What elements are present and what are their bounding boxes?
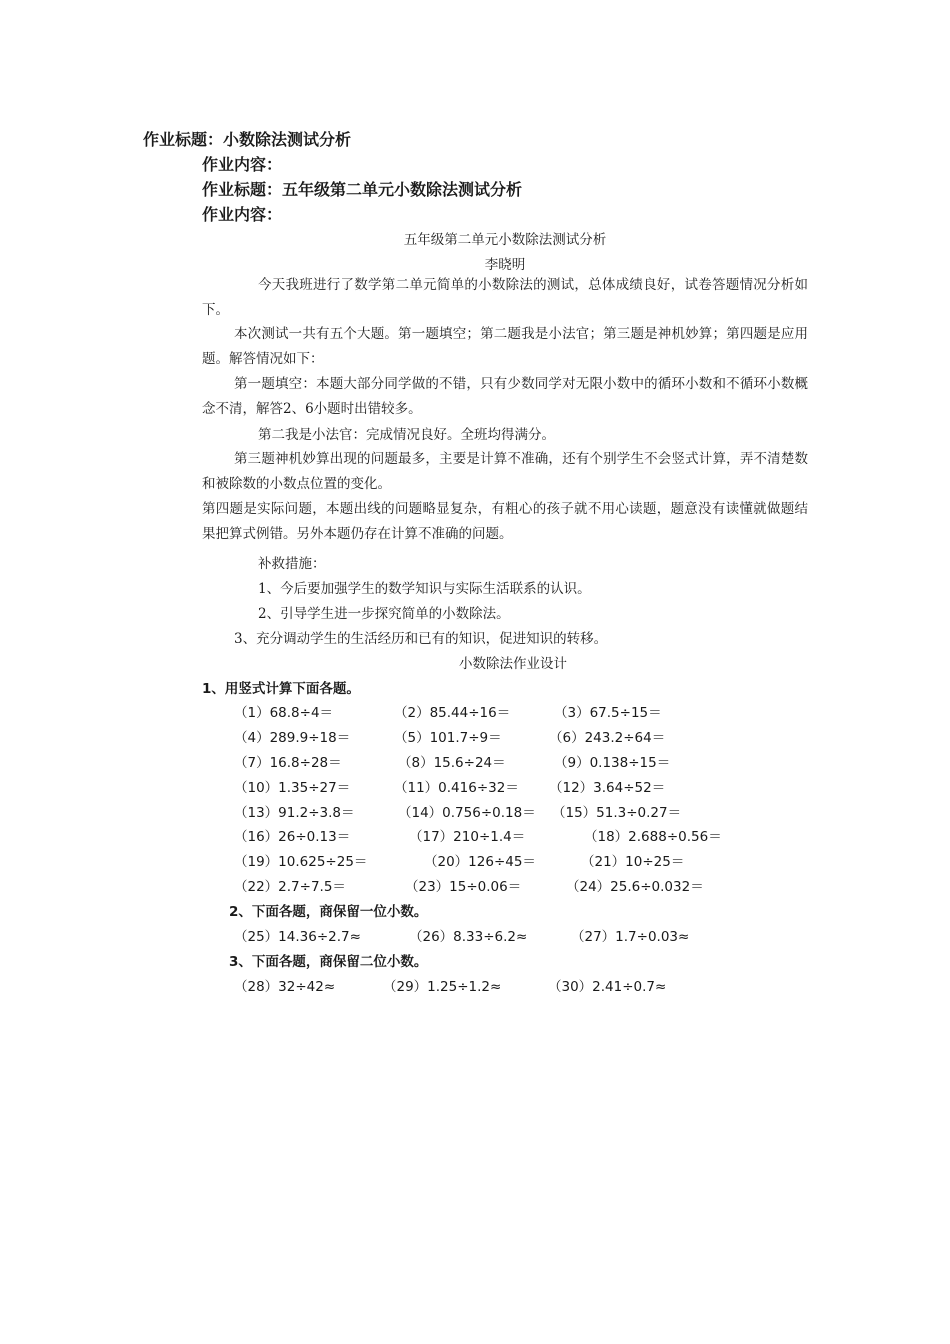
section-2-heading: 2、下面各题，商保留一位小数。 (229, 904, 428, 920)
problem-item: （30）2.41÷0.7≈ (548, 979, 667, 995)
problem-item: （4）289.9÷18＝ (234, 730, 351, 746)
section-1-heading: 1、用竖式计算下面各题。 (202, 681, 360, 697)
problem-item: （3）67.5÷15＝ (554, 705, 662, 721)
paragraph-q3: 第三题神机妙算出现的问题最多，主要是计算不准确，还有个别学生不会竖式计算，弄不清楚数和被除数的小数点位置的变化。 (202, 451, 808, 492)
problem-item: （26）8.33÷6.2≈ (409, 929, 528, 945)
problem-item: （25）14.36÷2.7≈ (234, 929, 361, 945)
problem-item: （17）210÷1.4＝ (409, 829, 526, 845)
problem-item: （20）126÷45＝ (424, 854, 536, 870)
problem-item: （8）15.6÷24＝ (398, 755, 506, 771)
paragraph-overview: 本次测试一共有五个大题。第一题填空；第二题我是小法官；第三题是神机妙算；第四题是应用题。解答情况如下： (202, 326, 808, 367)
remedy-item: 1、今后要加强学生的数学知识与实际生活联系的认识。 (258, 581, 591, 597)
problem-item: （2）85.44÷16＝ (394, 705, 511, 721)
paragraph-q4: 第四题是实际问题，本题出线的问题略显复杂，有粗心的孩子就不用心读题，题意没有读懂就做题结果把算式例错。另外本题仍存在计算不准确的问题。 (202, 501, 808, 542)
problem-item: （1）68.8÷4＝ (234, 705, 334, 721)
problem-item: （28）32÷42≈ (234, 979, 336, 995)
problem-item: （9）0.138÷15＝ (554, 755, 671, 771)
problem-item: （12）3.64÷52＝ (549, 780, 666, 796)
problem-item: （21）10÷25＝ (581, 854, 685, 870)
paragraph-q1: 第一题填空：本题大部分同学做的不错，只有少数同学对无限小数中的循环小数和不循环小数概念不清，解答2、6小题时出错较多。 (202, 376, 808, 417)
problem-item: （19）10.625÷25＝ (234, 854, 368, 870)
remedy-item: 3、充分调动学生的生活经历和已有的知识，促进知识的转移。 (234, 631, 608, 647)
paragraph-q2: 第二我是小法官：完成情况良好。全班均得满分。 (258, 427, 555, 443)
problem-item: （13）91.2÷3.8＝ (234, 805, 355, 821)
remedy-item: 2、引导学生进一步探究简单的小数除法。 (258, 606, 510, 622)
assignment-content-label-1: 作业内容： (202, 155, 283, 174)
problem-item: （5）101.7÷9＝ (394, 730, 502, 746)
problem-item: （6）243.2÷64＝ (549, 730, 666, 746)
problem-item: （22）2.7÷7.5＝ (234, 879, 346, 895)
problem-item: （14）0.756÷0.18＝ (398, 805, 536, 821)
assignment-title-1: 作业标题：小数除法测试分析 (143, 130, 352, 149)
assignment-content-label-2: 作业内容： (202, 205, 283, 224)
article-title: 五年级第二单元小数除法测试分析 (403, 232, 607, 248)
problem-item: （15）51.3÷0.27＝ (552, 805, 682, 821)
problem-item: （16）26÷0.13＝ (234, 829, 351, 845)
problem-item: （27）1.7÷0.03≈ (571, 929, 690, 945)
problem-item: （23）15÷0.06＝ (405, 879, 522, 895)
homework-title: 小数除法作业设计 (459, 656, 567, 672)
problem-item: （18）2.688÷0.56＝ (584, 829, 722, 845)
paragraph-intro: 今天我班进行了数学第二单元简单的小数除法的测试，总体成绩良好，试卷答题情况分析如下。 (202, 277, 808, 318)
problem-item: （29）1.25÷1.2≈ (383, 979, 502, 995)
remedy-title: 补救措施： (258, 556, 326, 572)
article-author: 李晓明 (484, 257, 526, 273)
assignment-title-2: 作业标题：五年级第二单元小数除法测试分析 (202, 180, 523, 199)
problem-item: （10）1.35÷27＝ (234, 780, 351, 796)
problem-item: （7）16.8÷28＝ (234, 755, 342, 771)
problem-item: （11）0.416÷32＝ (394, 780, 519, 796)
problem-item: （24）25.6÷0.032＝ (566, 879, 704, 895)
section-3-heading: 3、下面各题，商保留二位小数。 (229, 954, 428, 970)
